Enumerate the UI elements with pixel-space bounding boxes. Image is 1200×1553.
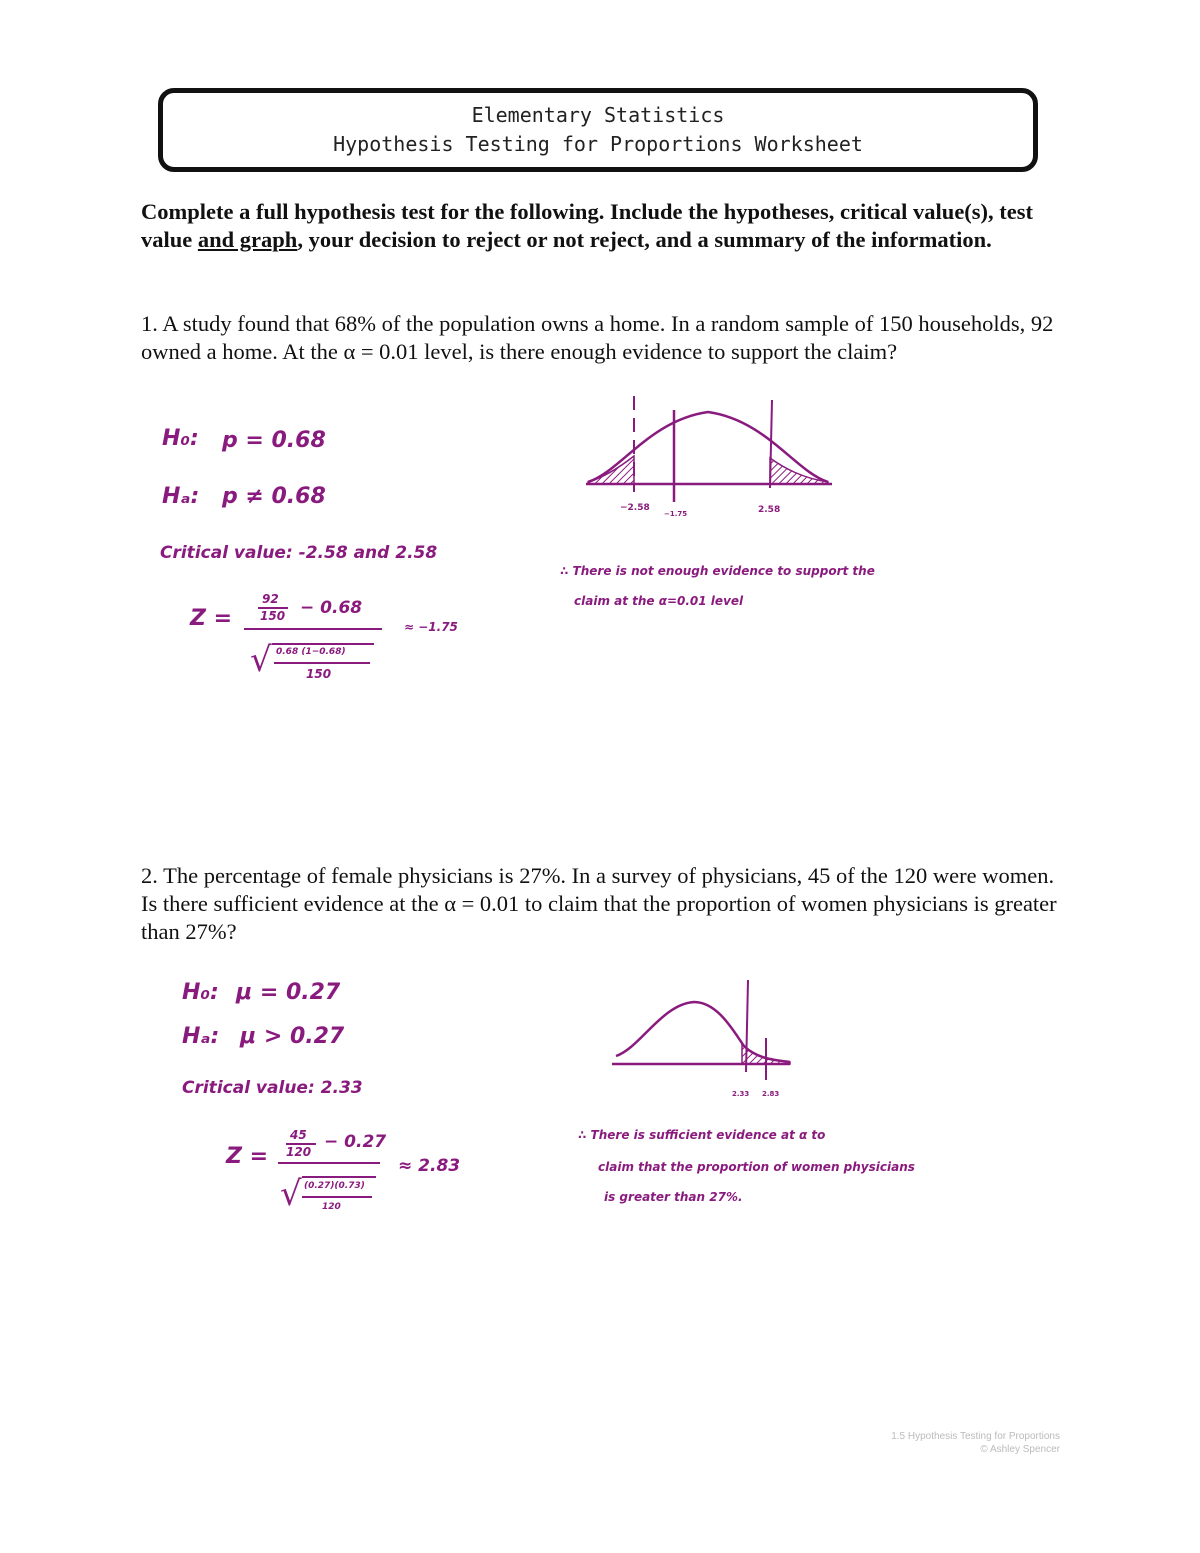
q1-z-label: Z =: [190, 606, 233, 631]
q1-sqrt-overbar: [272, 643, 374, 645]
q1-minus-term: − 0.68: [300, 598, 363, 618]
q2-ha-label: Hₐ:: [182, 1024, 220, 1049]
q2-sqrt-overbar: [302, 1176, 376, 1178]
q1-right-rejection-region: [770, 458, 828, 484]
instructions-underlined: and graph: [197, 227, 298, 252]
q2-main-fraction-bar: [278, 1162, 380, 1164]
q2-h0-expression: μ = 0.27: [236, 980, 341, 1005]
worksheet-title: Hypothesis Testing for Proportions Worksheet: [333, 132, 863, 156]
q2-conclusion-line-1: ∴ There is sufficient evidence at α to: [578, 1128, 826, 1142]
q1-ha-label: Hₐ:: [162, 484, 200, 509]
q1-critical-values: Critical value: -2.58 and 2.58: [160, 543, 438, 563]
q2-z-label: Z =: [226, 1144, 269, 1169]
q1-radicand-bar: [274, 662, 370, 664]
instructions: [141, 198, 1071, 254]
q2-radicand-denominator: 120: [322, 1202, 341, 1212]
instructions-part2: , your decision to reject or not reject, and a summary of the information.: [297, 227, 992, 252]
q1-test-value: ≈ −1.75: [404, 620, 458, 634]
q1-fraction-denominator: 150: [260, 609, 286, 623]
q2-critical-value: Critical value: 2.33: [182, 1078, 363, 1098]
q2-radicand-numerator: (0.27)(0.73): [304, 1181, 365, 1191]
q1-graph-label-test: −1.75: [664, 510, 688, 518]
question-1-text: 1. A study found that 68% of the population owns a home. In a random sample of 150 households, 92 owned a home. At the α = 0.01 level, is there enough evidence to support the claim?: [141, 311, 1054, 364]
q2-normal-curve-graph: [610, 976, 800, 1106]
q2-sqrt-icon: √: [280, 1174, 302, 1214]
q1-sqrt-icon: √: [250, 640, 272, 680]
footer-section-title: 1.5 Hypothesis Testing for Proportions: [891, 1431, 1060, 1442]
q1-graph-label-left: −2.58: [620, 503, 650, 513]
q1-h0-label: H₀:: [162, 426, 199, 451]
q1-conclusion-line-2: claim at the α=0.01 level: [574, 594, 744, 608]
q2-minus-term: − 0.27: [324, 1132, 387, 1152]
q2-conclusion-line-2: claim that the proportion of women physicians: [598, 1160, 915, 1174]
q2-fraction-denominator: 120: [286, 1145, 312, 1159]
worksheet-title-box: [158, 88, 1038, 172]
footer-copyright: © Ashley Spencer: [980, 1444, 1060, 1455]
instructions-part1: Complete a full hypothesis test for the following. Include the hypotheses, critical value(s), test value: [141, 199, 1034, 252]
q1-normal-curve-graph: [580, 392, 840, 522]
q2-graph-label-critical: 2.33: [732, 1090, 750, 1098]
q2-conclusion-line-3: is greater than 27%.: [604, 1190, 743, 1204]
q1-radicand-numerator: 0.68 (1−0.68): [276, 647, 346, 657]
q1-h0-expression: p = 0.68: [222, 428, 326, 453]
q1-fraction-numerator: 92: [262, 592, 279, 606]
q1-ha-expression: p ≠ 0.68: [222, 484, 326, 509]
course-title: Elementary Statistics: [471, 103, 725, 127]
q2-fraction-numerator: 45: [290, 1128, 307, 1142]
q2-graph-label-test: 2.83: [762, 1090, 780, 1098]
q2-test-value: ≈ 2.83: [398, 1156, 461, 1176]
question-2-text: 2. The percentage of female physicians is 27%. In a survey of physicians, 45 of the 120 were women. Is there sufficient evidence at the α = 0.01 to claim that the proportion of women physicians is greater than 27%?: [141, 863, 1057, 944]
q1-main-fraction-bar: [244, 628, 382, 630]
page-footer: [820, 1430, 1060, 1456]
q2-ha-expression: μ > 0.27: [240, 1024, 345, 1049]
q2-radicand-bar: [302, 1196, 372, 1198]
q2-h0-label: H₀:: [182, 980, 219, 1005]
q1-conclusion-line-1: ∴ There is not enough evidence to support the: [560, 564, 875, 578]
q1-radicand-denominator: 150: [306, 667, 332, 681]
q2-bell-curve: [616, 1002, 790, 1062]
q1-graph-label-right: 2.58: [758, 505, 781, 515]
